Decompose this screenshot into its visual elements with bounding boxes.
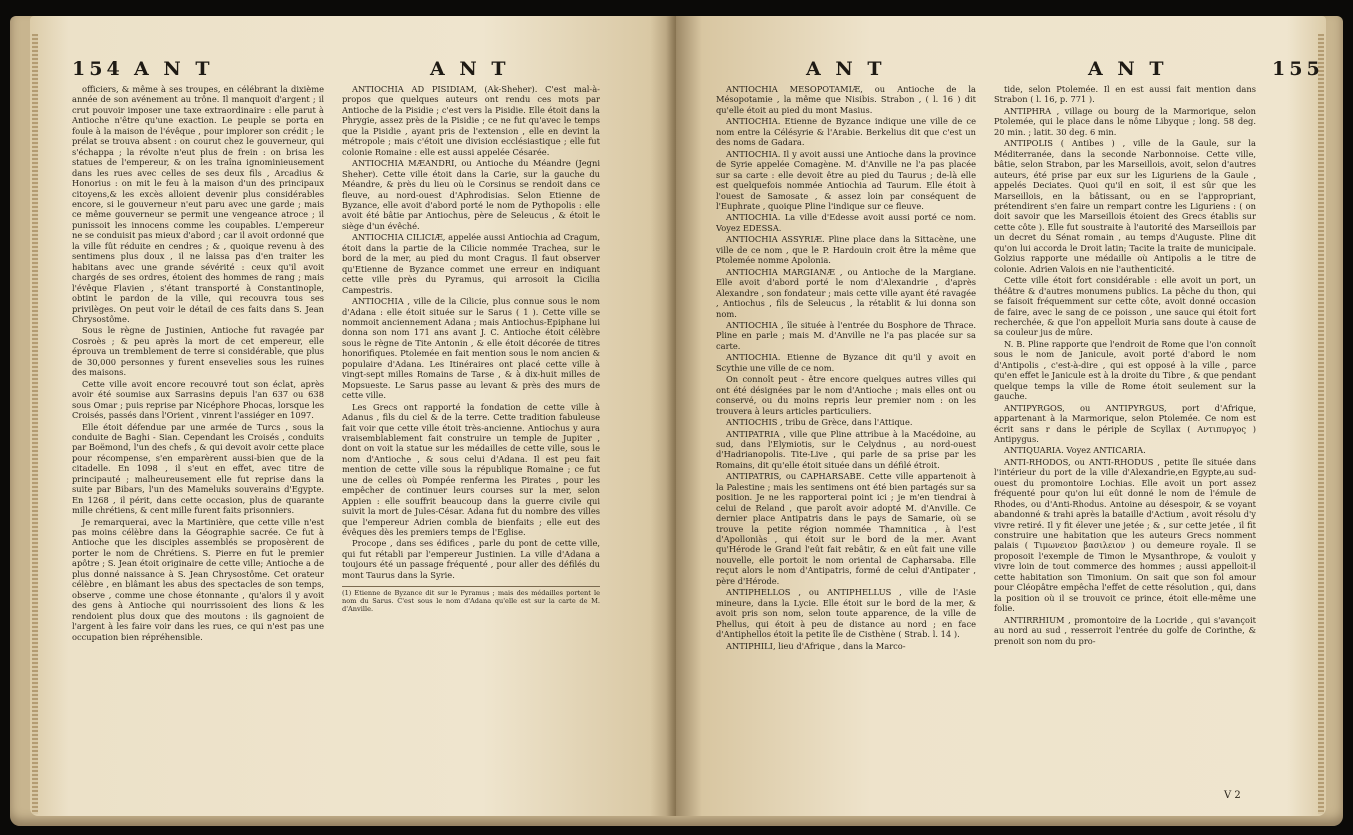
paragraph: ANTIOCHIA , ville de la Cilicie, plus connue sous le nom d'Adana : elle étoit située sur le Sarus ( 1 ). Cette ville se nommoit anciennement Adana ; mais Antiochus-Epiphane lui donna son nom 171 ans avant J. C. Antioche étoit célèbre sous le règne de Tite Antonin , & elle étoit décorée de titres honorifiques. Ptolemée en fait mention sous le nom ancien & populaire d'Adana. Les Itinéraires ont placé cette ville à vingt-sept milles Romains de Tarse , & à dix-huit milles de Mopsueste. Le Sarus passe au levant & près des murs de cette ville. xyxy=(342,296,600,401)
signature-mark: V 2 xyxy=(1224,790,1241,801)
paragraph: ANTIPATRIA , ville que Pline attribue à la Macédoine, au sud, dans l'Elymiotis, sur le Celydnus , au nord-ouest d'Hadrianopolis. Tite-Live , qui parle de sa prise par les Romains, dit qu'elle étoit située dans un défilé étroit. xyxy=(716,428,976,470)
paragraph: ANTIOCHIA. Il y avoit aussi une Antioche dans la province de Syrie appelée Comagène. M. d'Anville ne l'a pas placée sur sa carte : elle devoit être au pied du Taurus ; de-là elle est quelquefois nommée Antiochia ad Taurum. Elle étoit à l'ouest de Samosate , & assez loin par conséquent de l'Euphrate , quoique Pline l'indique sur ce fleuve. xyxy=(716,148,976,211)
paragraph: ANTIOCHIA. La ville d'Edesse avoit aussi porté ce nom. Voyez EDESSA. xyxy=(716,212,976,233)
paragraph: ANTIOCHIA , île située à l'entrée du Bosphore de Thrace. Pline en parle ; mais M. d'Anville ne l'a pas placée sur sa carte. xyxy=(716,319,976,351)
paragraph: ANTIPYRGOS, ou ANTIPYRGUS, port d'Afrique, appartenant à la Marmorique, selon Ptolemée. Ce nom est écrit sans r dans le périple de Scyllax ( Αντιπυργος ) Antipygus. xyxy=(994,402,1256,444)
paragraph: ANTIPHILI, lieu d'Afrique , dans la Marco- xyxy=(726,640,906,651)
page-edges-left xyxy=(32,34,38,814)
paragraph: On connoît peut - être encore quelques autres villes qui ont été désignées par le nom d'Antioche ; mais elles ont ou conservé, ou du moins repris leur premier nom : on les trouvera à leurs articles particuliers. xyxy=(716,374,976,416)
right-running-head-right: A N T xyxy=(1088,58,1168,80)
paragraph: Les Grecs ont rapporté la fondation de cette ville à Adanus , fils du ciel & de la terre. Cette tradition fabuleuse fait voir que cette ville étoit très-ancienne. Antiochus y aura vraisemblablement fait construire un temple de Jupiter , dont on voit la statue sur les médailles de cette ville, sous le nom d'Antioche , & sous celui d'Adana. Il est peu fait mention de cette ville sous la république Romaine ; ce fut une de celles où Pompée renferma les Pirates , pour les empêcher de continuer leurs courses sur la mer, selon Appien : elle souffrit beaucoup dans la guerre civile qui suivit la mort de Jules-César. Adana fut du nombre des villes que l'empereur Adrien combla de bienfaits ; elle eut des évêques dès les premiers temps de l'Eglise. xyxy=(342,401,600,538)
right-page-column-2 xyxy=(994,84,1256,784)
footnote: (1) Etienne de Byzance dit sur le Pyramus ; mais des médailles portent le nom du Sarus. C'est sous le nom d'Adana qu'elle est sur la carte de M. d'Anville. xyxy=(342,586,600,613)
paragraph: ANTIRRHIUM , promontoire de la Locride , qui s'avançoit au nord au sud , resserroit l'entrée du golfe de Corinthe, & prenoit son nom du pro- xyxy=(994,614,1256,646)
paragraph: officiers, & même à ses troupes, en célébrant la dixième année de son avénement au trône. Il manquoit d'argent ; il crut pouvoir imposer une taxe extraordinaire : elle parut à Antioche n'être qu'une exaction. Le peuple se porta en foule à la maison de l'évêque , pour implorer son crédit ; le prélat se trouva absent : on courut chez le gouverneur, qui s'échappa ; la révolte n'eut plus de frein : on brisa les statues de l'empereur, & on les traîna ignominieusement dans les rues avec celles de ses deux fils , Arcadius & Honorius : on mit le feu à la maison d'un des principaux citoyens,& les excès alloient devenir plus considérables encore, si le gouverneur n'eut paru avec une garde ; mais ce même gouverneur se permit une vengeance atroce ; il punissoit les innocens comme les coupables. L'empereur ne se conduisit pas mieux d'abord ; car il avoit ordonné que la ville fût réduite en cendres ; & , quoique revenu à des sentimens plus doux , il ne laissa pas d'en traiter les habitans avec une grande sévérité : ceux qu'il avoit chargés de ses ordres, étoient des hommes de rang ; mais l'évêque Flavien , s'étant transporté à Constantinople, obtint le pardon de la ville, qui recouvra tous ses privilèges. On peut voir le détail de ces faits dans S. Jean Chrysostôme. xyxy=(72,84,324,324)
paragraph: ANTIOCHIA MÆANDRI, ou Antioche du Méandre (Jegni Sheher). Cette ville étoit dans la Carie, sur la gauche du Méandre, & près du lieu où le Corsinus se rendoit dans ce fleuve, au nord-ouest d'Aphrodisias. Selon Etienne de Byzance, elle avoit d'abord porté le nom de Pythopolis : elle avoit été bâtie par Antiochus, père de Seleucus , & étoit le siège d'un évêché. xyxy=(342,158,600,231)
left-running-head-right: A N T xyxy=(430,58,510,80)
paragraph: ANTIPATRIS, ou CAPHARSABE. Cette ville appartenoit à la Palestine ; mais les sentimens ont été bien partagés sur sa position. Je ne les rapporterai point ici ; je m'en tiendrai à celui de Reland , que paroît avoir adopté M. d'Anville. Ce dernier place Antipatris dans le pays de Samarie, où se trouve la petite région nommée Thamnitica , à l'est d'Apolloniàs , qui étoit sur le bord de la mer. Avant qu'Hérode le Grand l'eût fait rebâtir, & en eût fait une ville nouvelle, elle portoit le nom oriental de Capharsaba. Elle reçut alors le nom d'Antipatris, formé de celui d'Antipater , père d'Hérode. xyxy=(716,471,976,586)
paragraph: ANTIOCHIA ASSYRIÆ. Pline place dans la Sittacène, une ville de ce nom , que le P. Hardouin croit être la même que Ptolemée nomme Apolonia. xyxy=(716,234,976,266)
left-running-head-left: A N T xyxy=(134,58,214,80)
right-running-head-left: A N T xyxy=(806,58,886,80)
left-page-column-2 xyxy=(342,84,600,784)
paragraph: Procope , dans ses édifices , parle du pont de cette ville, qui fut rétabli par l'empereur Justinien. La ville d'Adana a toujours été un passage fréquenté , pour aller des défilés du mont Taurus dans la Syrie. xyxy=(342,538,600,580)
paragraph: Cette ville avoit encore recouvré tout son éclat, après avoir été soumise aux Sarrasins depuis l'an 637 ou 638 sous Omar ; puis reprise par Nicéphore Phocas, lorsque les Croisés, passés dans l'Orient , vinrent l'assiéger en 1097. xyxy=(72,378,324,421)
right-page xyxy=(676,16,1326,816)
paragraph: Elle étoit défendue par une armée de Turcs , sous la conduite de Baghi - Sian. Cependant les Croisés , conduits par Boëmond, l'un des chefs , & qui devoit avoir cette place pour récompense, s'en emparèrent aussi-bien que de la citadelle. En 1098 , il s'eut en effet, avec titre de principauté ; malheureusement elle fut reprise dans la suite par Bibars, l'un des Mameluks souverains d'Egypte. En 1268 , il périt, dans cette occasion, plus de quarante mille chrétiens, & cent mille furent faits prisonniers. xyxy=(72,421,324,516)
paragraph: ANTIOCHIA MESOPOTAMIÆ, ou Antioche de la Mésopotamie , la même que Nisibis. Strabon , ( l. 16 ) dit qu'elle étoit au pied du mont Masius. xyxy=(716,84,976,115)
paragraph: ANTIOCHIA CILICIÆ, appelée aussi Antiochia ad Cragum, étoit dans la partie de la Cilicie nommée Trachea, sur le bord de la mer, au pied du mont Cragus. Il faut observer qu'Etienne de Byzance commet une erreur en indiquant cette ville près du Pyramus, qui arrosoit la Cicilia Campestris. xyxy=(342,232,600,295)
paragraph: Je remarquerai, avec la Martinière, que cette ville n'est pas moins célèbre dans la Géographie sacrée. Ce fut à Antioche que les disciples assemblés se proposèrent de porter le nom de Chrétiens. S. Pierre en fut le premier apôtre ; S. Jean étoit originaire de cette ville; Antioche a de plus donné naissance à S. Jean Chrysostôme. Cet orateur célèbre , en blâmant les abus des spectacles de son temps, observe , comme une chose étonnante , qu'alors il y avoit des gens à Antioche qui nourrissoient des lions & les rendoient plus doux que des moutons : ils gagnoient de l'argent à les faire voir dans les rues, ce qui n'est pas une occupation bien répréhensible. xyxy=(72,516,324,642)
paragraph: ANTIPOLIS ( Antibes ) , ville de la Gaule, sur la Méditerranée, dans la seconde Narbonnoise. Cette ville, bâtie, selon Strabon, par les Marseillois, avoit, selon d'autres auteurs, été prise par eux sur les Liguriens de la Gaule , appelés Deciates. Quoi qu'il en soit, il est sûr que les Marseillois, en la bâtissant, ou en se l'appropriant, prétendirent s'en faire un rempart contre les Liguriens : ( on doit savoir que les Marseillois étoient des Grecs établis sur cette côte ). Elle fut soustraite à l'autorité des Marseillois par un decret du Sénat romain , au temps d'Auguste. Pline dit qu'on lui accorda le Droit latin; Tacite la traite de municipale. Golzius rapporte une médaille où Antipolis a le titre de colonie. Adrien Valois en nie l'authenticité. xyxy=(994,138,1256,274)
paragraph: N. B. Pline rapporte que l'endroit de Rome que l'on connoît sous le nom de Janicule, avoit porté d'abord le nom d'Antipolis , c'est-à-dire , qui est opposé à la ville , parce qu'en effet le Janicule est à la droite du Tibre , & que pendant quelque temps la ville de Rome étoit seulement sur la gauche. xyxy=(994,338,1256,402)
paragraph: tide, selon Ptolemée. Il en est aussi fait mention dans Strabon ( l. 16, p. 771 ). xyxy=(994,84,1256,105)
paragraph: ANTIPHRA , village ou bourg de la Marmorique, selon Ptolemée, qui le place dans le nôme Libyque ; long. 58 deg. 20 min. ; latit. 30 deg. 6 min. xyxy=(994,105,1256,137)
page-edges-right xyxy=(1318,34,1324,814)
right-page-column-1 xyxy=(716,84,976,784)
paragraph: ANTIOCHIA MARGIANÆ , ou Antioche de la Margiane. Elle avoit d'abord porté le nom d'Alexandrie , d'après Alexandre , son fondateur ; mais cette ville ayant été ravagée , Antiochus , fils de Seleucus , la rétablit & lui donna son nom. xyxy=(716,266,976,319)
paragraph: Cette ville étoit fort considérable : elle avoit un port, un théâtre & d'autres monumens publics. La pêche du thon, qui se faisoit fréquemment sur cette côte, avoit donné occasion de faire, avec le sang de ce poisson , une sauce qui étoit fort recherchée, & que l'on appelloit Muria sans doute à cause de sa couleur jus de mûre. xyxy=(994,275,1256,338)
right-page-number: 155 xyxy=(1272,58,1324,80)
left-page xyxy=(30,16,676,816)
paragraph: ANTIOCHIS , tribu de Grèce, dans l'Attique. xyxy=(726,417,913,428)
paragraph: ANTIOCHIA AD PISIDIAM, (Ak-Sheher). C'est mal-à-propos que quelques auteurs ont rendu ces mots par Antioche de la Pisidie ; c'est vers la Pisidie. Elle étoit dans la Phrygie, assez près de la Pisidie ; ce ne fut qu'avec le temps que la Pisidie , ayant pris de l'extension , elle en devint la métropole ; mais c'étoit une division ecclésiastique ; elle fut colonie Romaine : elle est aussi appelée Césarée. xyxy=(342,84,600,157)
paragraph: ANTIOCHIA. Etienne de Byzance dit qu'il y avoit en Scythie une ville de ce nom. xyxy=(716,352,976,373)
book-spread xyxy=(10,16,1343,826)
paragraph: ANTIPHELLOS , ou ANTIPHELLUS , ville de l'Asie mineure, dans la Lycie. Elle étoit sur le bord de la mer, & avoit pris son nom, selon toute apparence, de la ville de Phellus, qui étoit à peu de distance au nord ; en face d'Antiphellos étoit la petite île de Cisthène ( Strab. l. 14 ). xyxy=(716,587,976,640)
left-page-number: 154 xyxy=(72,58,124,80)
left-page-column-1 xyxy=(72,84,324,784)
paragraph: ANTIQUARIA. Voyez ANTICARIA. xyxy=(1004,445,1146,456)
paragraph: ANTIOCHIA. Etienne de Byzance indique une ville de ce nom entre la Célésyrie & l'Arabie. Berkelius dit que c'est un des noms de Gadara. xyxy=(716,116,976,148)
paragraph: Sous le règne de Justinien, Antioche fut ravagée par Cosroès ; & peu après la mort de cet empereur, elle éprouva un tremblement de terre si considérable, que plus de 30,000 personnes y furent ensevelies sous les ruines des maisons. xyxy=(72,325,324,378)
paragraph: ANTI-RHODOS, ou ANTI-RHODUS , petite île située dans l'intérieur du port de la ville d'Alexandrie,en Egypte,au sud-ouest du promontoire Lochias. Elle avoit un port assez fréquenté pour qu'on lui eût donné le nom de l'émule de Rhodes, ou d'Anti-Rhodus. Antoine au désespoir, & se voyant abandonné & trahi après la bataille d'Actium , avoit résolu d'y vivre retiré. Il y fit élever une jetée ; & , sur cette jetée , il fit construire une habitation que les auteurs Grecs nomment palais ( Τιμωνειον βασιλειον ) ou demeure royale. Il se proposoit l'exemple de Timon le Mysanthrope, & vouloit y vivre loin de tout commerce des hommes ; aussi appelloit-il cette habitation son Timonium. On sait que son fol amour pour Cléopâtre empêcha l'effet de cette résolution , qui, dans la position où il se trouvoit ce prince, étoit elle-même une folie. xyxy=(994,456,1256,614)
